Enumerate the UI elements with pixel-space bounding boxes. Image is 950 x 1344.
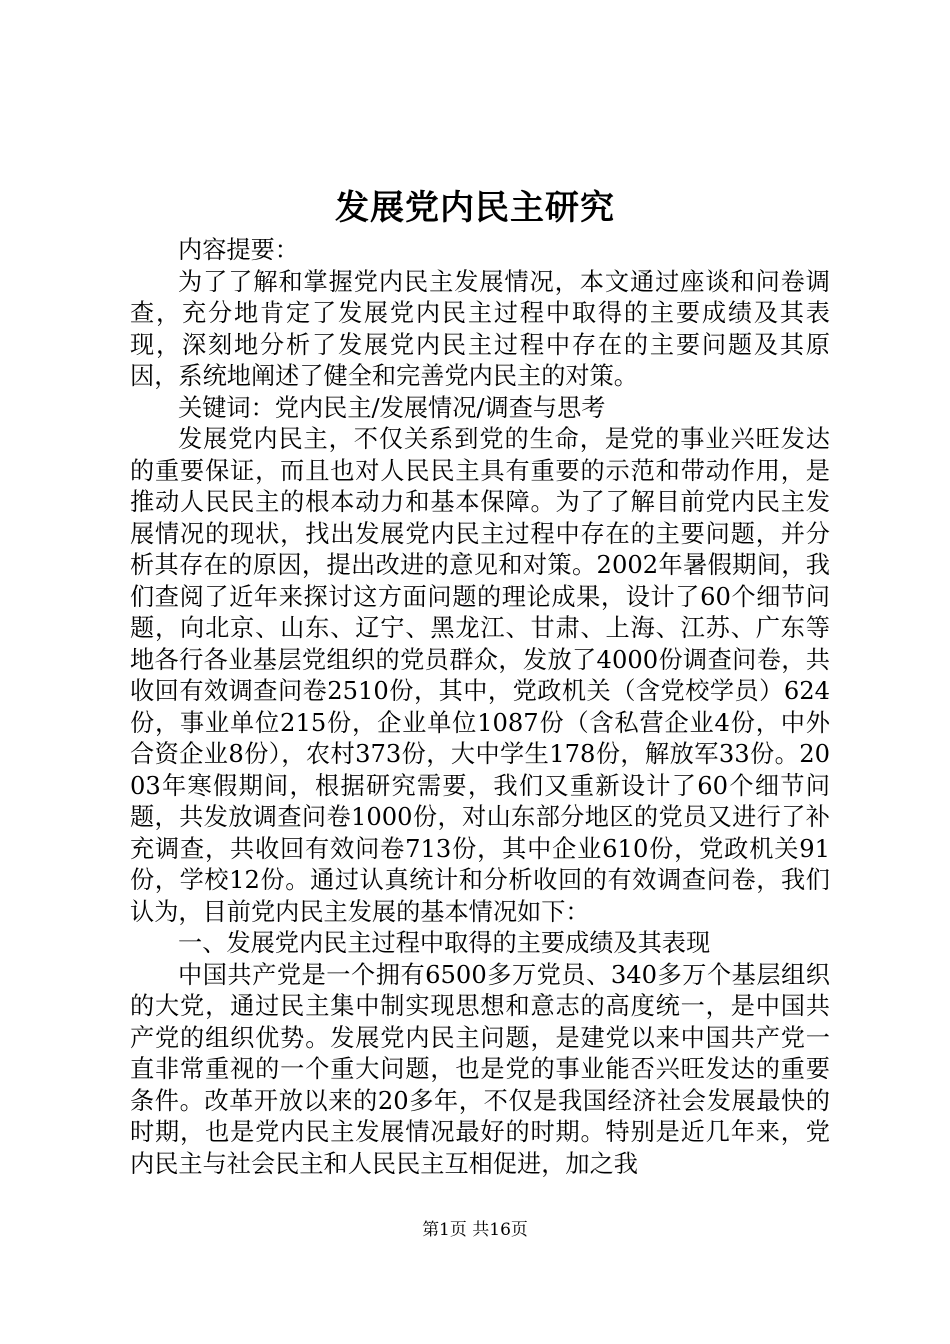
body-text [130, 235, 830, 1180]
section-1-paragraph: 中国共产党是一个拥有6500多万党员、340多万个基层组织的大党，通过民主集中制实现思想和意志的高度统一，是中国共产党的组织优势。发展党内民主问题，是建党以来中国共产党一直非常重视的一个重大问题，也是党的事业能否兴旺发达的重要条件。改革开放以来的20多年，不仅是我国经济社会发展最快的时期，也是党内民主发展情况最好的时期。特别是近几年来，党内民主与社会民主和人民民主互相促进，加之我 [130, 960, 830, 1178]
keywords-line: 关键词：党内民主/发展情况/调查与思考 [178, 393, 606, 422]
abstract-heading: 内容提要： [178, 236, 299, 264]
abstract-paragraph: 为了了解和掌握党内民主发展情况，本文通过座谈和问卷调查，充分地肯定了发展党内民主过程中取得的主要成绩及其表现，深刻地分析了发展党内民主过程中存在的主要问题及其原因，系统地阐述了健全和完善党内民主的对策。 [130, 267, 830, 390]
page-footer: 第1页 共16页 [422, 1220, 528, 1240]
section-heading-1: 一、发展党内民主过程中取得的主要成绩及其表现 [178, 929, 711, 957]
page-title: 发展党内民主研究 [335, 188, 615, 228]
intro-paragraph: 发展党内民主，不仅关系到党的生命，是党的事业兴旺发达的重要保证，而且也对人民民主具有重要的示范和带动作用，是推动人民民主的根本动力和基本保障。为了了解目前党内民主发展情况的现状，找出发展党内民主过程中存在的主要问题，并分析其存在的原因，提出改进的意见和对策。2002年暑假期间，我们查阅了近年来探讨这方面问题的理论成果，设计了60个细节问题，向北京、山东、辽宁、黑龙江、甘肃、上海、江苏、广东等地各行各业基层党组织的党员群众，发放了4000份调查问卷，共收回有效调查问卷2510份，其中，党政机关（含党校学员）624份，事业单位215份，企业单位1087份（含私营企业4份，中外合资企业8份），农村373份，大中学生178份，解放军33份。2003年寒假期间，根据研究需要，我们又重新设计了60个细节问题，共发放调查问卷1000份，对山东部分地区的党员又进行了补充调查，共收回有效问卷713份，其中企业610份，党政机关91份，学校12份。通过认真统计和分析收回的有效调查问卷，我们认为，目前党内民主发展的基本情况如下： [130, 425, 830, 926]
